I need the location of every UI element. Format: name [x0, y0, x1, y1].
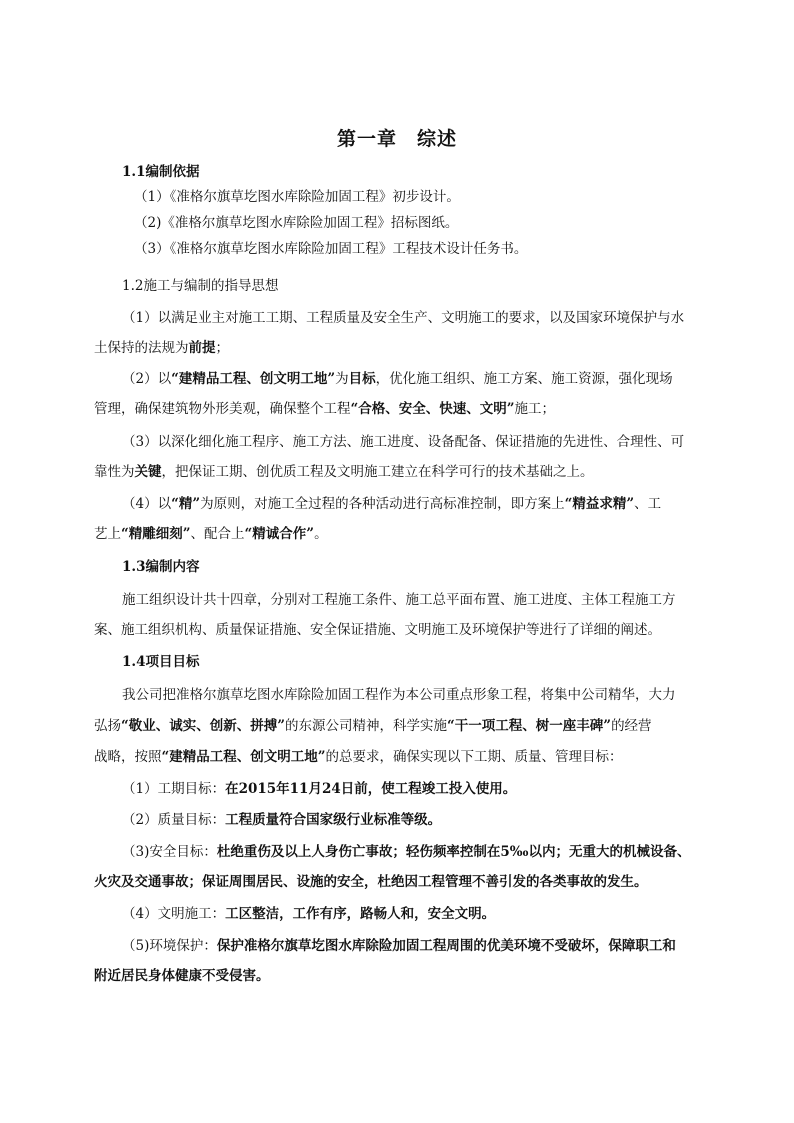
goal-schedule: （1）工期目标：在2015年11月24日前，使工程竣工投入使用。 — [122, 781, 517, 797]
goals-intro-line-2: 弘扬“敬业、诚实、创新、拼搏”的东源公司精神，科学实施“干一项工程、树一座丰碑”的经营 — [94, 718, 652, 734]
content-line-2: 案、施工组织机构、质量保证措施、安全保证措施、文明施工及环境保护等进行了详细的阐述。 — [94, 622, 661, 638]
section-heading-1-2: 1.2施工与编制的指导思想 — [122, 278, 279, 294]
guideline-1-line-1: （1）以满足业主对施工工期、工程质量及安全生产、文明施工的要求，以及国家环境保护与水 — [122, 310, 685, 326]
goal-safety-line-1: （3)安全目标：杜绝重伤及以上人身伤亡事故；轻伤频率控制在5‰以内；无重大的机械设备、 — [122, 844, 691, 860]
guideline-3-line-1: （3）以深化细化施工程序、施工方法、施工进度、设备配备、保证措施的先进性、合理性、可 — [122, 434, 685, 450]
basis-item-3: （3）《准格尔旗草圪图水库除险加固工程》工程技术设计任务书。 — [134, 241, 528, 257]
guideline-1-line-2: 土保持的法规为前提； — [94, 340, 229, 356]
guideline-4-line-1: （4）以“精”为原则，对施工全过程的各种活动进行高标准控制，即方案上“精益求精”、工 — [122, 496, 662, 512]
section-heading-1-4: 1.4项目目标 — [122, 654, 200, 670]
section-heading-1-1: 1.1编制依据 — [122, 164, 200, 180]
guideline-2-line-2: 管理，确保建筑物外形美观，确保整个工程“合格、安全、快速、文明”施工； — [94, 401, 556, 417]
basis-item-2: （2)《准格尔旗草圪图水库除险加固工程》招标图纸。 — [134, 215, 459, 231]
goal-civilized: （4）文明施工：工区整洁，工作有序，路畅人和，安全文明。 — [122, 906, 496, 922]
guideline-2-line-1: （2）以“建精品工程、创文明工地”为目标，优化施工组织、施工方案、施工资源，强化现场 — [122, 371, 673, 387]
goals-intro-line-3: 战略，按照“建精品工程、创文明工地”的总要求，确保实现以下工期、质量、管理目标： — [94, 749, 623, 765]
guideline-3-line-2: 靠性为关键，把保证工期、创优质工程及文明施工建立在科学可行的技术基础之上。 — [94, 464, 594, 480]
goal-safety-line-2: 火灾及交通事故；保证周围居民、设施的安全，杜绝因工程管理不善引发的各类事故的发生。 — [94, 874, 648, 890]
content-line-1: 施工组织设计共十四章，分别对工程施工条件、施工总平面布置、施工进度、主体工程施工方 — [122, 592, 676, 608]
section-heading-1-3: 1.3编制内容 — [122, 559, 200, 575]
basis-item-1: （1）《准格尔旗草圪图水库除险加固工程》初步设计。 — [134, 189, 460, 205]
chapter-title: 第一章 综述 — [336, 128, 457, 150]
guideline-4-line-2: 艺上“精雕细刻”、配合上“精诚合作”。 — [94, 526, 328, 542]
goal-environment-line-1: （5)环境保护：保护准格尔旗草圪图水库除险加固工程周围的优美环境不受破坏，保障职工和 — [122, 938, 676, 954]
goal-environment-line-2: 附近居民身体健康不受侵害。 — [94, 968, 270, 984]
goal-quality: （2）质量目标：工程质量符合国家级行业标准等级。 — [122, 812, 442, 828]
goals-intro-line-1: 我公司把准格尔旗草圪图水库除险加固工程作为本公司重点形象工程，将集中公司精华，大力 — [122, 687, 676, 703]
